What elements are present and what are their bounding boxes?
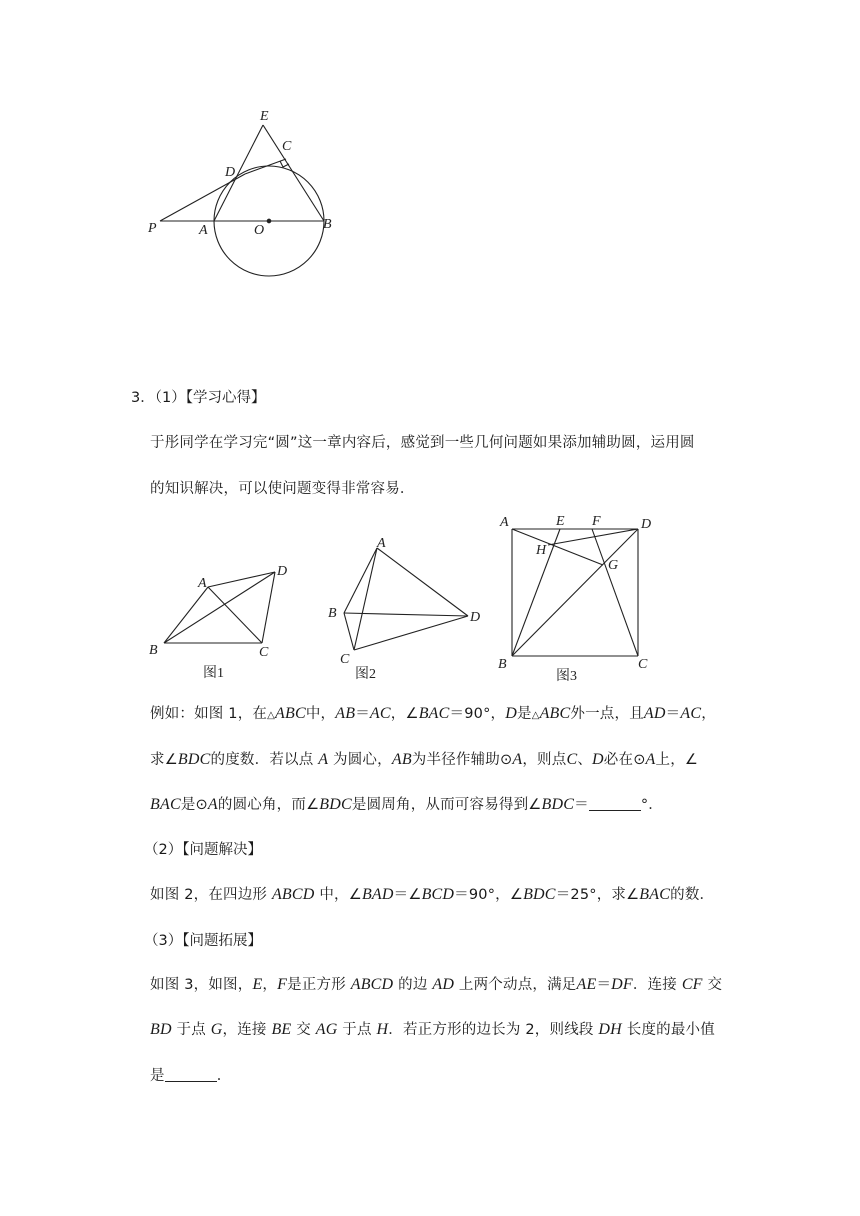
math: ABCD [350, 976, 394, 993]
fig2-ac [354, 548, 377, 650]
triangle-icon: △ [267, 710, 276, 721]
text: 是正方形 [287, 977, 346, 993]
math: AD [432, 976, 455, 993]
math: H [376, 1021, 389, 1038]
segment-ae [214, 125, 263, 221]
math: BDC [177, 751, 211, 768]
text: 于点 [342, 1022, 372, 1038]
math: D [592, 751, 604, 768]
math: A [645, 751, 656, 768]
part2-line [150, 885, 714, 905]
text: ，∠ [390, 706, 419, 722]
math: BE [271, 1021, 292, 1038]
math: G [210, 1021, 223, 1038]
label-p: P [148, 221, 157, 236]
label-e: E [260, 109, 269, 124]
part3-heading: （3）【问题拓展】 [144, 933, 262, 949]
math: BCD [421, 886, 455, 903]
fig3-bd [512, 529, 638, 656]
text: °． [640, 797, 663, 813]
text: 中，∠ [319, 887, 362, 903]
text: 中， [305, 706, 336, 722]
math: BDC [541, 796, 575, 813]
fig1-bd [164, 572, 275, 643]
text: 长度的最小值 [626, 1022, 715, 1038]
text: 的圆心角，而∠ [217, 797, 320, 813]
math: BAD [361, 886, 394, 903]
label-o: O [254, 223, 265, 238]
example-line-2 [150, 750, 698, 770]
example-line-3 [150, 795, 663, 815]
fig3-label-c: C [638, 657, 648, 672]
math: ABC [275, 705, 306, 722]
math: AG [315, 1021, 338, 1038]
text: 、 [577, 752, 593, 768]
math: F [277, 976, 288, 993]
fig3-label-f: F [592, 514, 601, 529]
text: ＝ [355, 706, 370, 722]
text: ＝∠ [393, 887, 422, 903]
label-a: A [199, 223, 208, 238]
text: 上，∠ [655, 752, 699, 768]
fig1-ad [208, 572, 275, 587]
text: ＝ [574, 797, 589, 813]
triangle-icon: △ [531, 710, 540, 721]
fig2-cd [354, 616, 468, 650]
intro-line-1: 于彤同学在学习完“圆”这一章内容后，感觉到一些几何问题如果添加辅助圆，运用圆 [150, 435, 695, 451]
math: BAC [150, 796, 181, 813]
text: 必在⊙ [603, 752, 646, 768]
fig1-label-a: A [198, 576, 207, 591]
text: ．若正方形的边长为 2，则线段 [388, 1022, 594, 1038]
text: ＝90°， [449, 706, 506, 722]
segment-pd [160, 174, 245, 221]
math: A [207, 796, 218, 813]
fig1-dc [262, 572, 275, 643]
example-line-1 [150, 704, 716, 726]
math: AC [680, 705, 702, 722]
label-c: C [282, 139, 292, 154]
math: BDC [319, 796, 352, 813]
fig1-label-c: C [259, 645, 269, 660]
fig1-ac [208, 587, 262, 643]
fig2-label-b: B [328, 606, 337, 621]
fig3-caption: 图3 [556, 669, 577, 684]
fig3-label-e: E [556, 514, 565, 529]
part3-line-3 [150, 1066, 231, 1086]
text: 的边 [398, 977, 428, 993]
math: C [566, 751, 578, 768]
part3-line-1 [150, 975, 722, 995]
fig2-ab [344, 548, 377, 613]
fig2-label-d: D [470, 610, 481, 625]
text: 交 [707, 977, 723, 993]
fig1-label-d: D [277, 564, 288, 579]
math: CF [681, 976, 703, 993]
intro-line-2: 的知识解决，可以使问题变得非常容易． [150, 481, 415, 497]
answer-blank-2[interactable] [165, 1067, 217, 1082]
math: BDC [523, 886, 556, 903]
part2-heading: （2）【问题解决】 [144, 842, 262, 858]
math: DH [598, 1021, 622, 1038]
segment-eb [263, 125, 324, 221]
figure-1 [145, 555, 295, 685]
text: 于点 [176, 1022, 206, 1038]
math: BD [150, 1021, 172, 1038]
math: A [512, 751, 523, 768]
figure-3 [495, 510, 665, 685]
text: ， [701, 706, 716, 722]
math: ABC [539, 705, 571, 722]
text: 外一点，且 [570, 706, 644, 722]
fig1-label-b: B [149, 643, 158, 658]
text: ＝25°，求∠ [555, 887, 640, 903]
text: 是 [150, 1068, 165, 1084]
math: AC [369, 705, 391, 722]
text: 上两个动点，满足 [458, 977, 577, 993]
text: ，则点 [522, 752, 567, 768]
text: 是⊙ [180, 797, 208, 813]
text: 的数． [670, 887, 715, 903]
text: 交 [296, 1022, 311, 1038]
text: 是 [516, 706, 532, 722]
center-dot [267, 219, 271, 223]
text: ． [216, 1068, 232, 1084]
text: ＝ [596, 977, 612, 993]
label-b: B [323, 217, 332, 232]
text: 为半径作辅助⊙ [411, 752, 513, 768]
fig1-ab [164, 587, 208, 643]
label-d: D [225, 165, 236, 180]
question-number: 3． [131, 390, 155, 406]
fig3-label-h: H [536, 543, 547, 558]
fig2-label-c: C [340, 652, 350, 667]
text: ， [262, 977, 278, 993]
math: AB [335, 705, 356, 722]
fig2-caption: 图2 [355, 667, 376, 682]
fig2-label-a: A [377, 536, 386, 551]
math: AD [643, 705, 666, 722]
fig3-label-b: B [498, 657, 507, 672]
fig3-label-a: A [500, 515, 509, 530]
fig3-label-g: G [608, 558, 619, 573]
text: 是圆周角，从而可容易得到∠ [351, 797, 542, 813]
fig3-label-d: D [641, 517, 652, 532]
text: 如图 3，如图， [150, 977, 253, 993]
math: ABCD [271, 886, 315, 903]
math: BAC [418, 705, 450, 722]
text: 的度数．若以点 [210, 752, 314, 768]
math: E [252, 976, 263, 993]
circle-tangent-figure [140, 100, 360, 300]
part1-heading: （1）【学习心得】 [154, 390, 266, 406]
answer-blank-1[interactable] [589, 796, 641, 811]
fig3-cf [592, 529, 638, 656]
fig1-caption: 图1 [203, 666, 224, 681]
math: AE [576, 976, 597, 993]
fig2-bc [344, 613, 354, 650]
fig2-ad [377, 548, 468, 616]
text: ，连接 [222, 1022, 267, 1038]
part3-line-2 [150, 1020, 715, 1040]
text: ．连接 [632, 977, 677, 993]
figure-2 [322, 530, 492, 685]
text: 为圆心， [333, 752, 392, 768]
text: 求∠ [150, 752, 178, 768]
math: DF [611, 976, 633, 993]
text: 例如：如图 1，在 [150, 706, 268, 722]
math: BAC [639, 886, 671, 903]
question-3-heading [131, 388, 265, 408]
text: ＝ [665, 706, 681, 722]
text: 如图 2，在四边形 [150, 887, 268, 903]
math: D [505, 705, 517, 722]
text: ＝90°，∠ [454, 887, 524, 903]
math: A [318, 751, 329, 768]
math: AB [391, 751, 412, 768]
